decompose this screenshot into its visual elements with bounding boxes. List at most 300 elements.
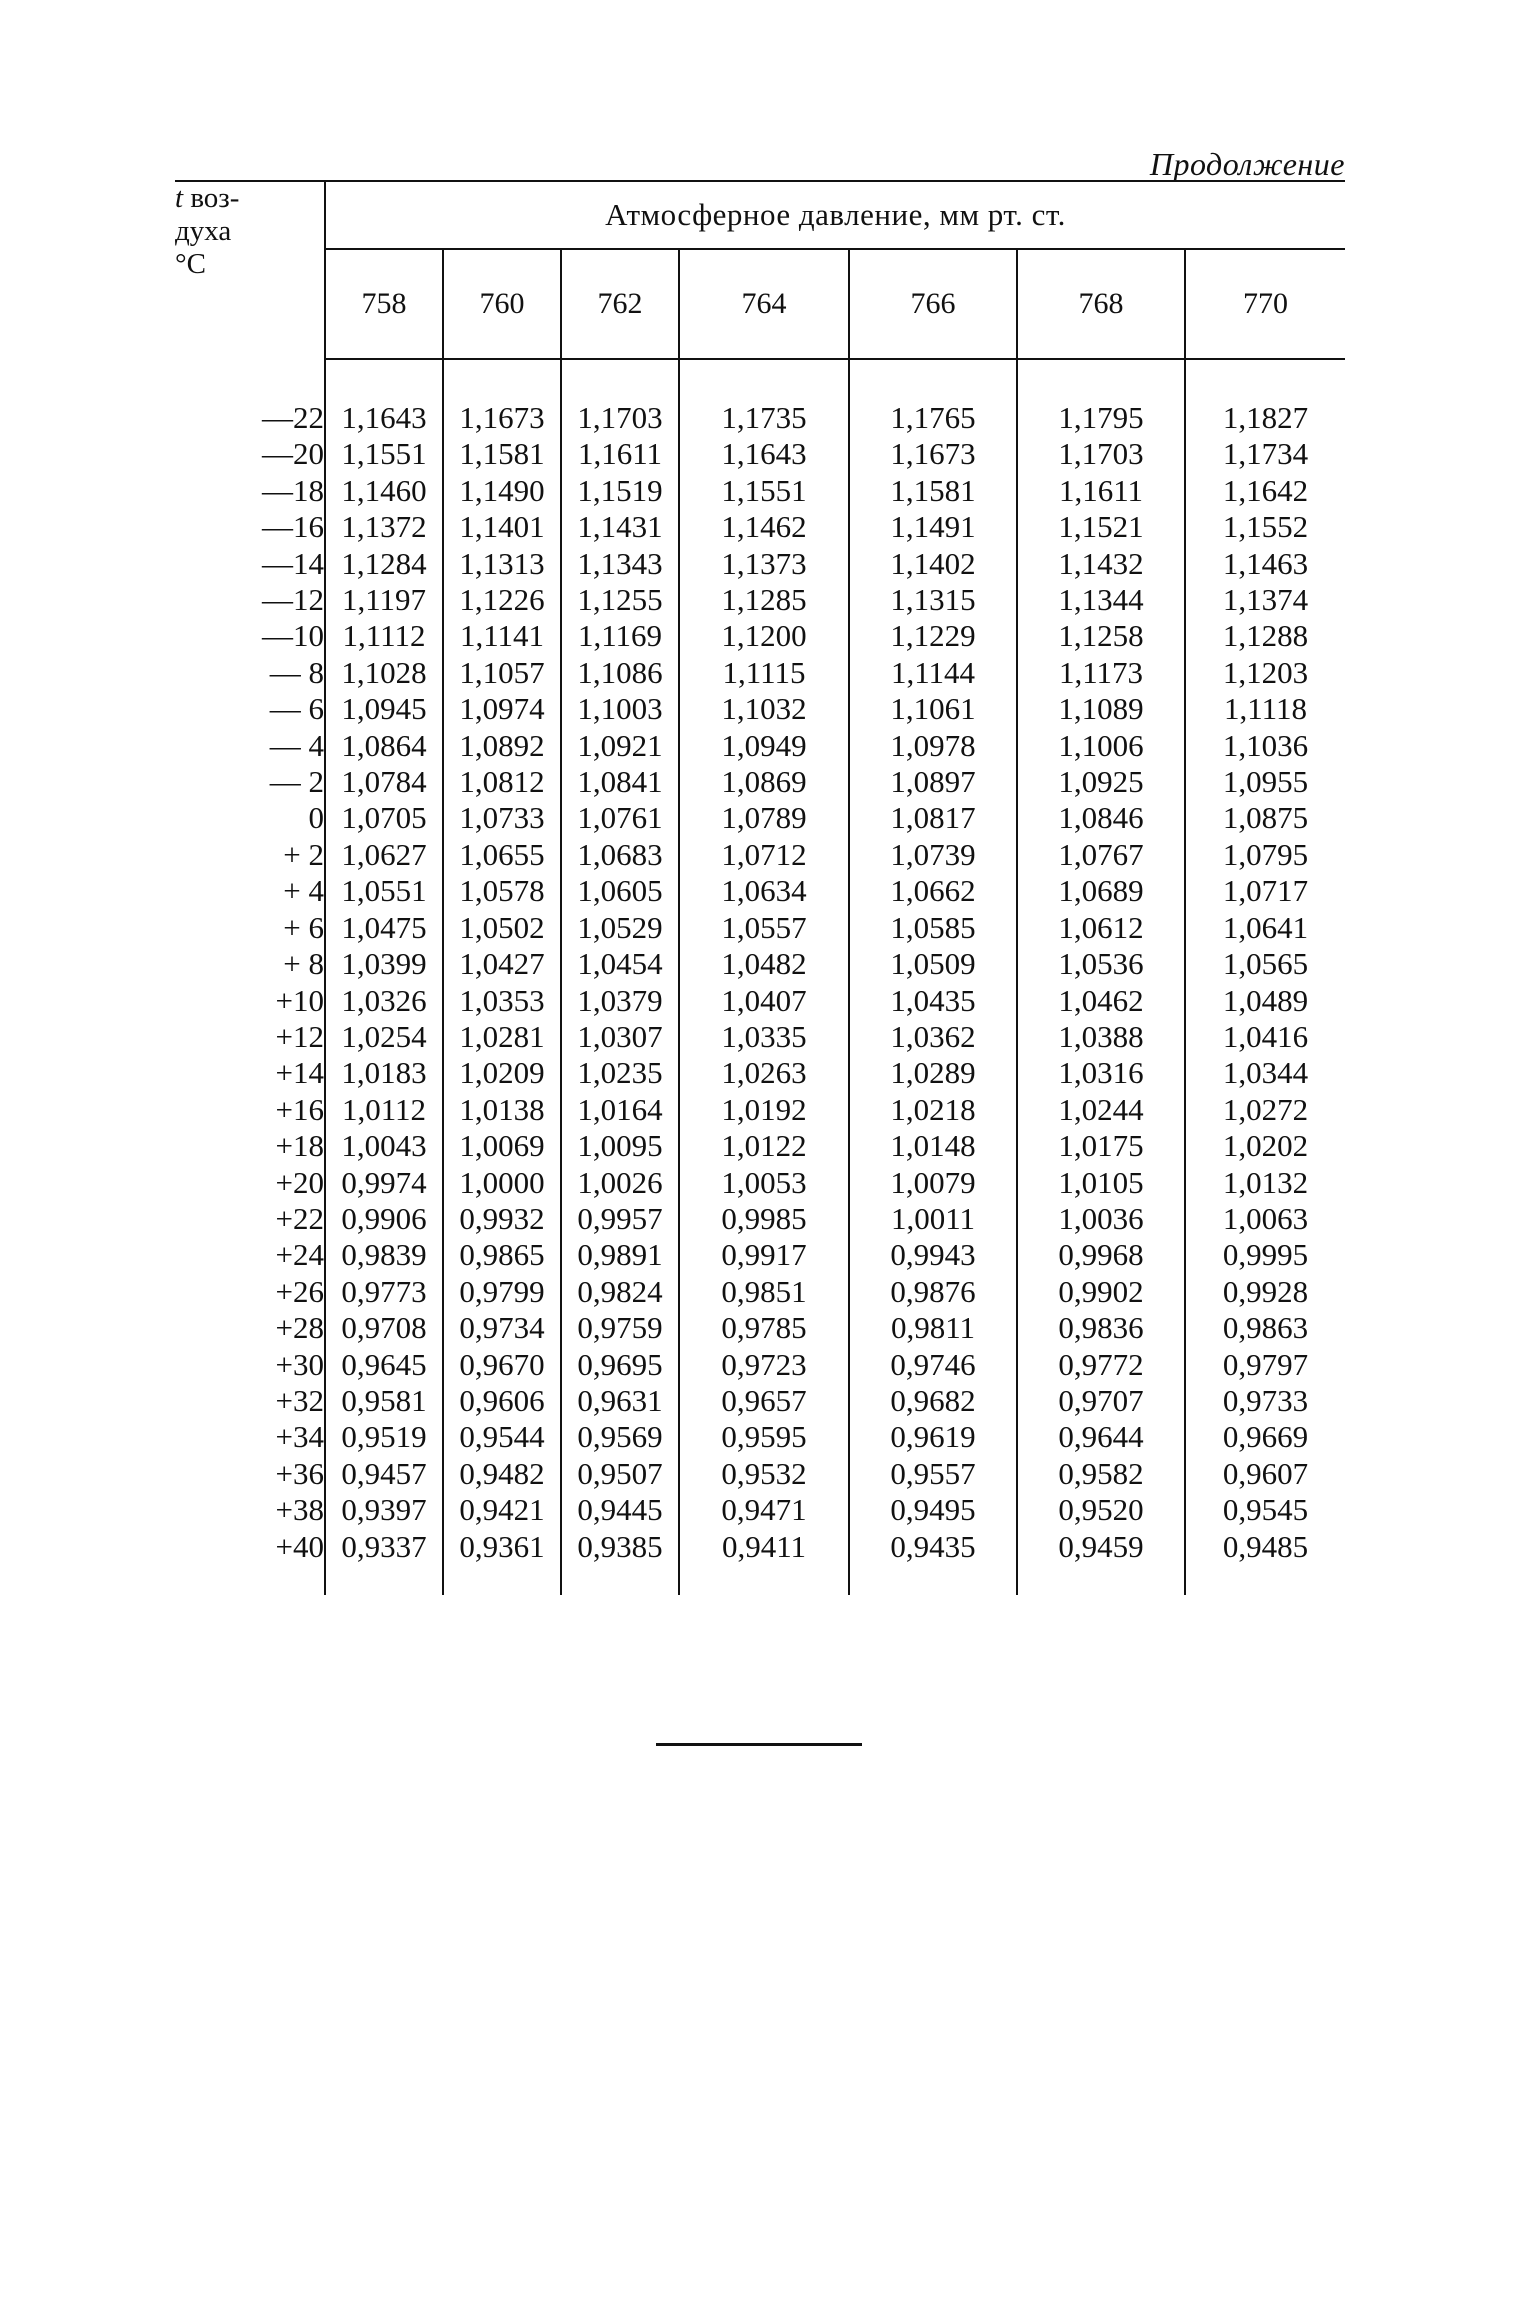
density-value-cell: 1,0536 <box>1017 946 1185 982</box>
table-row <box>175 655 1345 691</box>
density-value-cell: 0,9759 <box>561 1310 679 1346</box>
corner-label-line1: воз- <box>183 182 240 214</box>
density-value-cell: 0,9606 <box>443 1383 561 1419</box>
density-value-cell: 1,0634 <box>679 873 849 909</box>
density-value-cell: 1,0254 <box>325 1019 443 1055</box>
density-value-cell: 1,1115 <box>679 655 849 691</box>
density-value-cell: 0,9435 <box>849 1529 1017 1565</box>
density-value-cell: 1,1581 <box>849 473 1017 509</box>
table-row <box>175 509 1345 545</box>
density-value-cell: 0,9445 <box>561 1492 679 1528</box>
density-value-cell: 1,0662 <box>849 873 1017 909</box>
pressure-header-cell: 758 <box>325 249 443 359</box>
density-value-cell: 1,0489 <box>1222 982 1309 1018</box>
density-value-cell: 1,0864 <box>325 728 443 764</box>
temperature-cell: —14 <box>175 546 325 582</box>
temperature-cell: +26 <box>175 1274 325 1310</box>
density-value-cell: 1,0945 <box>325 691 443 727</box>
density-value-cell: 1,1343 <box>561 546 679 582</box>
temperature-column-header <box>175 181 325 359</box>
density-value-cell: 1,0789 <box>679 800 849 836</box>
temperature-cell: +16 <box>175 1092 325 1128</box>
density-value-cell: 0,9891 <box>561 1237 679 1273</box>
table-row <box>175 1456 1345 1492</box>
pressure-header-cell: 760 <box>443 249 561 359</box>
density-value-cell: 1,1402 <box>849 546 1017 582</box>
density-value-cell: 1,1490 <box>443 473 561 509</box>
density-value-cell: 1,1036 <box>1222 727 1309 763</box>
density-value-cell: 1,0462 <box>1017 983 1185 1019</box>
density-value-cell: 0,9532 <box>679 1456 849 1492</box>
density-value-cell: 0,9459 <box>1017 1529 1185 1565</box>
temperature-cell: —16 <box>175 509 325 545</box>
density-value-cell: 1,0897 <box>849 764 1017 800</box>
table-row <box>175 983 1345 1019</box>
density-value-cell: 1,0921 <box>561 728 679 764</box>
density-value-cell: 1,1255 <box>561 582 679 618</box>
table-row <box>175 728 1345 764</box>
density-value-cell: 1,1581 <box>443 436 561 472</box>
density-value-cell: 1,1734 <box>1222 436 1309 472</box>
density-value-cell: 1,0846 <box>1017 800 1185 836</box>
density-value-cell: 0,9485 <box>1222 1528 1309 1564</box>
density-value-cell: 1,1703 <box>1017 436 1185 472</box>
density-value-cell: 1,0263 <box>679 1055 849 1091</box>
density-value-cell: 1,1374 <box>1222 582 1309 618</box>
density-value-cell: 0,9657 <box>679 1383 849 1419</box>
density-value-cell: 0,9595 <box>679 1419 849 1455</box>
density-value-cell: 1,0784 <box>325 764 443 800</box>
density-value-cell: 0,9917 <box>679 1237 849 1273</box>
density-value-cell: 1,0978 <box>849 728 1017 764</box>
density-value-cell: 1,0655 <box>443 837 561 873</box>
temperature-cell: + 8 <box>175 946 325 982</box>
density-value-cell: 1,1200 <box>679 618 849 654</box>
temperature-cell: +20 <box>175 1165 325 1201</box>
density-value-cell: 1,0289 <box>849 1055 1017 1091</box>
density-value-cell: 0,9644 <box>1017 1419 1185 1455</box>
density-value-cell: 1,1288 <box>1222 618 1309 654</box>
density-value-cell: 1,0605 <box>561 873 679 909</box>
density-value-cell: 1,1057 <box>443 655 561 691</box>
table-row <box>175 1529 1345 1565</box>
density-value-cell: 1,0164 <box>561 1092 679 1128</box>
density-value-cell: 1,0105 <box>1017 1165 1185 1201</box>
density-value-cell: 1,1169 <box>561 618 679 654</box>
table-row <box>175 800 1345 836</box>
density-value-cell: 1,0316 <box>1017 1055 1185 1091</box>
density-value-cell: 1,0112 <box>325 1092 443 1128</box>
density-value-cell: 1,1197 <box>325 582 443 618</box>
temperature-cell: +34 <box>175 1419 325 1455</box>
density-table-container <box>175 180 1345 1595</box>
spacer-cell <box>443 359 561 400</box>
density-value-cell: 1,1611 <box>561 436 679 472</box>
temperature-cell: +32 <box>175 1383 325 1419</box>
density-value-cell: 1,0717 <box>1222 873 1309 909</box>
density-value-cell: 1,0683 <box>561 837 679 873</box>
density-value-cell: 1,1401 <box>443 509 561 545</box>
density-value-cell: 1,0509 <box>849 946 1017 982</box>
table-row <box>175 873 1345 909</box>
density-value-cell: 0,9607 <box>1222 1455 1309 1491</box>
spacer-cell <box>1185 359 1345 400</box>
density-value-cell: 0,9337 <box>325 1529 443 1565</box>
density-value-cell: 0,9670 <box>443 1347 561 1383</box>
temperature-cell: —22 <box>175 400 325 436</box>
temperature-cell: — 2 <box>175 764 325 800</box>
density-value-cell: 0,9557 <box>849 1456 1017 1492</box>
density-value-cell: 1,1703 <box>561 400 679 436</box>
density-value-cell: 1,1061 <box>849 691 1017 727</box>
temperature-cell: +22 <box>175 1201 325 1237</box>
density-value-cell: 1,0079 <box>849 1165 1017 1201</box>
density-value-cell: 1,0036 <box>1017 1201 1185 1237</box>
density-value-cell: 1,0955 <box>1222 764 1309 800</box>
spacer-cell <box>1017 359 1185 400</box>
density-value-cell: 1,1006 <box>1017 728 1185 764</box>
continuation-label: Продолжение <box>1149 146 1345 182</box>
temperature-cell: +12 <box>175 1019 325 1055</box>
density-value-cell: 1,0132 <box>1222 1164 1309 1200</box>
density-value-cell: 1,0192 <box>679 1092 849 1128</box>
density-value-cell: 0,9544 <box>443 1419 561 1455</box>
density-value-cell: 0,9811 <box>849 1310 1017 1346</box>
density-value-cell: 1,0557 <box>679 910 849 946</box>
density-value-cell: 1,0095 <box>561 1128 679 1164</box>
tail-cell <box>849 1565 1017 1595</box>
temperature-cell: —18 <box>175 473 325 509</box>
density-value-cell: 0,9361 <box>443 1529 561 1565</box>
table-row <box>175 582 1345 618</box>
density-value-cell: 0,9928 <box>1222 1273 1309 1309</box>
density-value-cell: 0,9708 <box>325 1310 443 1346</box>
pressure-header-cell: 770 <box>1185 249 1345 359</box>
temperature-cell: +24 <box>175 1237 325 1273</box>
density-value-cell: 1,0869 <box>679 764 849 800</box>
density-value-cell: 1,0272 <box>1222 1091 1309 1127</box>
density-value-cell: 1,0218 <box>849 1092 1017 1128</box>
density-value-cell: 1,1551 <box>325 436 443 472</box>
density-value-cell: 1,0011 <box>849 1201 1017 1237</box>
density-value-cell: 0,9411 <box>679 1529 849 1565</box>
density-value-cell: 1,1643 <box>679 436 849 472</box>
density-value-cell: 1,0335 <box>679 1019 849 1055</box>
density-value-cell: 0,9746 <box>849 1347 1017 1383</box>
density-value-cell: 0,9723 <box>679 1347 849 1383</box>
density-value-cell: 1,1519 <box>561 473 679 509</box>
table-row <box>175 1201 1345 1237</box>
density-value-cell: 1,0712 <box>679 837 849 873</box>
density-value-cell: 1,0705 <box>325 800 443 836</box>
density-value-cell: 1,1521 <box>1017 509 1185 545</box>
table-row <box>175 1055 1345 1091</box>
corner-label-t: t <box>175 182 184 214</box>
density-value-cell: 1,1643 <box>325 400 443 436</box>
density-value-cell: 1,1373 <box>679 546 849 582</box>
density-value-cell: 0,9785 <box>679 1310 849 1346</box>
temperature-cell: +18 <box>175 1128 325 1164</box>
density-value-cell: 1,1431 <box>561 509 679 545</box>
density-value-cell: 1,0183 <box>325 1055 443 1091</box>
density-value-cell: 1,1460 <box>325 473 443 509</box>
temperature-cell: — 6 <box>175 691 325 727</box>
density-value-cell: 1,0307 <box>561 1019 679 1055</box>
density-value-cell: 1,0407 <box>679 983 849 1019</box>
density-value-cell: 1,0551 <box>325 873 443 909</box>
density-value-cell: 1,0235 <box>561 1055 679 1091</box>
table-row <box>175 910 1345 946</box>
density-value-cell: 1,0565 <box>1222 946 1309 982</box>
table-row <box>175 1128 1345 1164</box>
density-value-cell: 0,9957 <box>561 1201 679 1237</box>
density-value-cell: 1,0281 <box>443 1019 561 1055</box>
density-value-cell: 1,0578 <box>443 873 561 909</box>
temperature-cell: —20 <box>175 436 325 472</box>
density-value-cell: 1,1203 <box>1222 654 1309 690</box>
density-value-cell: 1,1673 <box>443 400 561 436</box>
density-value-cell: 1,1032 <box>679 691 849 727</box>
density-value-cell: 0,9974 <box>325 1165 443 1201</box>
density-value-cell: 0,9507 <box>561 1456 679 1492</box>
density-value-cell: 1,1551 <box>679 473 849 509</box>
density-value-cell: 1,0379 <box>561 983 679 1019</box>
density-value-cell: 1,1611 <box>1017 473 1185 509</box>
pressure-header-cell: 764 <box>679 249 849 359</box>
density-value-cell: 1,1735 <box>679 400 849 436</box>
density-value-cell: 0,9707 <box>1017 1383 1185 1419</box>
table-row <box>175 1419 1345 1455</box>
temperature-cell: + 2 <box>175 837 325 873</box>
density-value-cell: 1,0043 <box>325 1128 443 1164</box>
density-value-cell: 1,0974 <box>443 691 561 727</box>
density-value-cell: 0,9669 <box>1222 1419 1309 1455</box>
density-value-cell: 1,0841 <box>561 764 679 800</box>
temperature-cell: —10 <box>175 618 325 654</box>
density-value-cell: 1,1642 <box>1222 472 1309 508</box>
density-value-cell: 0,9519 <box>325 1419 443 1455</box>
density-value-cell: 1,0063 <box>1222 1200 1309 1236</box>
density-value-cell: 1,1432 <box>1017 546 1185 582</box>
density-value-cell: 1,0000 <box>443 1165 561 1201</box>
density-value-cell: 1,0627 <box>325 837 443 873</box>
density-value-cell: 0,9457 <box>325 1456 443 1492</box>
temperature-cell: — 8 <box>175 655 325 691</box>
density-value-cell: 1,1141 <box>443 618 561 654</box>
density-value-cell: 1,1795 <box>1017 400 1185 436</box>
density-value-cell: 1,1673 <box>849 436 1017 472</box>
air-density-table <box>175 180 1345 1595</box>
density-value-cell: 1,1491 <box>849 509 1017 545</box>
temperature-cell: + 6 <box>175 910 325 946</box>
temperature-cell: +14 <box>175 1055 325 1091</box>
density-value-cell: 0,9733 <box>1222 1382 1309 1418</box>
density-value-cell: 0,9631 <box>561 1383 679 1419</box>
density-value-cell: 0,9734 <box>443 1310 561 1346</box>
density-value-cell: 1,0502 <box>443 910 561 946</box>
density-value-cell: 1,0362 <box>849 1019 1017 1055</box>
density-value-cell: 0,9839 <box>325 1237 443 1273</box>
density-value-cell: 1,1285 <box>679 582 849 618</box>
density-value-cell: 1,1315 <box>849 582 1017 618</box>
density-value-cell: 1,1827 <box>1222 400 1309 435</box>
tail-cell <box>1185 1565 1345 1595</box>
table-row <box>175 1310 1345 1346</box>
end-rule-divider <box>656 1743 862 1746</box>
density-value-cell: 0,9865 <box>443 1237 561 1273</box>
density-value-cell: 1,1118 <box>1224 691 1307 727</box>
density-value-cell: 1,1173 <box>1017 655 1185 691</box>
spacer-cell <box>325 359 443 400</box>
table-row <box>175 1492 1345 1528</box>
density-value-cell: 1,1372 <box>325 509 443 545</box>
pressure-group-header: Атмосферное давление, мм рт. ст. <box>325 181 1345 249</box>
density-value-cell: 1,0612 <box>1017 910 1185 946</box>
table-row <box>175 1165 1345 1201</box>
table-row <box>175 1092 1345 1128</box>
temperature-cell: +30 <box>175 1347 325 1383</box>
density-value-cell: 1,0344 <box>1222 1055 1309 1091</box>
density-value-cell: 0,9906 <box>325 1201 443 1237</box>
density-value-cell: 1,0482 <box>679 946 849 982</box>
density-value-cell: 1,0892 <box>443 728 561 764</box>
density-value-cell: 1,0202 <box>1222 1128 1309 1164</box>
density-value-cell: 1,1229 <box>849 618 1017 654</box>
tail-cell <box>1017 1565 1185 1595</box>
density-value-cell: 0,9902 <box>1017 1274 1185 1310</box>
density-value-cell: 0,9799 <box>443 1274 561 1310</box>
density-value-cell: 1,0326 <box>325 983 443 1019</box>
tail-cell <box>443 1565 561 1595</box>
table-row <box>175 618 1345 654</box>
tail-cell <box>175 1565 325 1595</box>
density-value-cell: 1,1462 <box>679 509 849 545</box>
temperature-cell: +36 <box>175 1456 325 1492</box>
density-value-cell: 1,0148 <box>849 1128 1017 1164</box>
density-value-cell: 0,9932 <box>443 1201 561 1237</box>
density-value-cell: 1,0069 <box>443 1128 561 1164</box>
table-row <box>175 946 1345 982</box>
density-value-cell: 0,9569 <box>561 1419 679 1455</box>
density-value-cell: 0,9471 <box>679 1492 849 1528</box>
spacer-row <box>175 359 1345 400</box>
density-value-cell: 1,0454 <box>561 946 679 982</box>
density-value-cell: 0,9421 <box>443 1492 561 1528</box>
density-value-cell: 1,0949 <box>679 728 849 764</box>
temperature-cell: +40 <box>175 1529 325 1565</box>
temperature-cell: +38 <box>175 1492 325 1528</box>
density-value-cell: 1,1463 <box>1222 545 1309 581</box>
table-body <box>175 359 1345 1595</box>
density-value-cell: 1,0875 <box>1222 800 1309 836</box>
density-value-cell: 1,1086 <box>561 655 679 691</box>
temperature-cell: +28 <box>175 1310 325 1346</box>
tail-row <box>175 1565 1345 1595</box>
density-value-cell: 1,1028 <box>325 655 443 691</box>
density-value-cell: 1,1112 <box>325 618 443 654</box>
density-value-cell: 0,9876 <box>849 1274 1017 1310</box>
density-value-cell: 0,9495 <box>849 1492 1017 1528</box>
pressure-header-row <box>175 249 1345 359</box>
tail-cell <box>679 1565 849 1595</box>
spacer-cell <box>175 359 325 400</box>
temperature-cell: 0 <box>175 800 325 836</box>
density-value-cell: 0,9863 <box>1222 1310 1309 1346</box>
density-value-cell: 1,0817 <box>849 800 1017 836</box>
density-value-cell: 1,1003 <box>561 691 679 727</box>
table-row <box>175 1347 1345 1383</box>
density-value-cell: 0,9582 <box>1017 1456 1185 1492</box>
density-value-cell: 0,9943 <box>849 1237 1017 1273</box>
temperature-cell: + 4 <box>175 873 325 909</box>
density-value-cell: 1,0689 <box>1017 873 1185 909</box>
density-value-cell: 0,9482 <box>443 1456 561 1492</box>
corner-label-line3: °C <box>175 248 206 280</box>
table-row <box>175 764 1345 800</box>
density-value-cell: 1,0399 <box>325 946 443 982</box>
density-value-cell: 1,0353 <box>443 983 561 1019</box>
density-value-cell: 0,9581 <box>325 1383 443 1419</box>
spacer-cell <box>561 359 679 400</box>
table-row <box>175 1274 1345 1310</box>
density-value-cell: 1,0388 <box>1017 1019 1185 1055</box>
density-value-cell: 1,1344 <box>1017 582 1185 618</box>
table-row <box>175 546 1345 582</box>
temperature-cell: — 4 <box>175 728 325 764</box>
density-value-cell: 1,0138 <box>443 1092 561 1128</box>
density-value-cell: 1,1144 <box>849 655 1017 691</box>
table-row <box>175 436 1345 472</box>
density-value-cell: 1,0427 <box>443 946 561 982</box>
density-value-cell: 1,0026 <box>561 1165 679 1201</box>
density-value-cell: 0,9773 <box>325 1274 443 1310</box>
corner-label-line2: духа <box>175 215 232 247</box>
density-value-cell: 0,9520 <box>1017 1492 1185 1528</box>
density-value-cell: 1,0475 <box>325 910 443 946</box>
density-value-cell: 1,0122 <box>679 1128 849 1164</box>
tail-cell <box>325 1565 443 1595</box>
density-value-cell: 1,1313 <box>443 546 561 582</box>
density-value-cell: 0,9682 <box>849 1383 1017 1419</box>
density-value-cell: 0,9385 <box>561 1529 679 1565</box>
density-value-cell: 0,9545 <box>1222 1492 1309 1528</box>
density-value-cell: 1,0925 <box>1017 764 1185 800</box>
density-value-cell: 1,0739 <box>849 837 1017 873</box>
density-value-cell: 1,0641 <box>1222 909 1309 945</box>
density-value-cell: 0,9619 <box>849 1419 1017 1455</box>
density-value-cell: 1,1258 <box>1017 618 1185 654</box>
density-value-cell: 1,0767 <box>1017 837 1185 873</box>
header-row-group <box>175 181 1345 249</box>
pressure-header-cell: 768 <box>1017 249 1185 359</box>
table-row <box>175 1383 1345 1419</box>
density-value-cell: 0,9397 <box>325 1492 443 1528</box>
pressure-header-cell: 762 <box>561 249 679 359</box>
density-value-cell: 0,9836 <box>1017 1310 1185 1346</box>
pressure-header-cell: 766 <box>849 249 1017 359</box>
table-row <box>175 1019 1345 1055</box>
table-row <box>175 400 1345 436</box>
density-value-cell: 0,9851 <box>679 1274 849 1310</box>
density-value-cell: 0,9995 <box>1222 1237 1309 1273</box>
density-value-cell: 1,0053 <box>679 1165 849 1201</box>
density-value-cell: 1,0244 <box>1017 1092 1185 1128</box>
tail-cell <box>561 1565 679 1595</box>
density-value-cell: 0,9645 <box>325 1347 443 1383</box>
density-value-cell: 1,1226 <box>443 582 561 618</box>
density-value-cell: 1,0761 <box>561 800 679 836</box>
table-row <box>175 1237 1345 1273</box>
